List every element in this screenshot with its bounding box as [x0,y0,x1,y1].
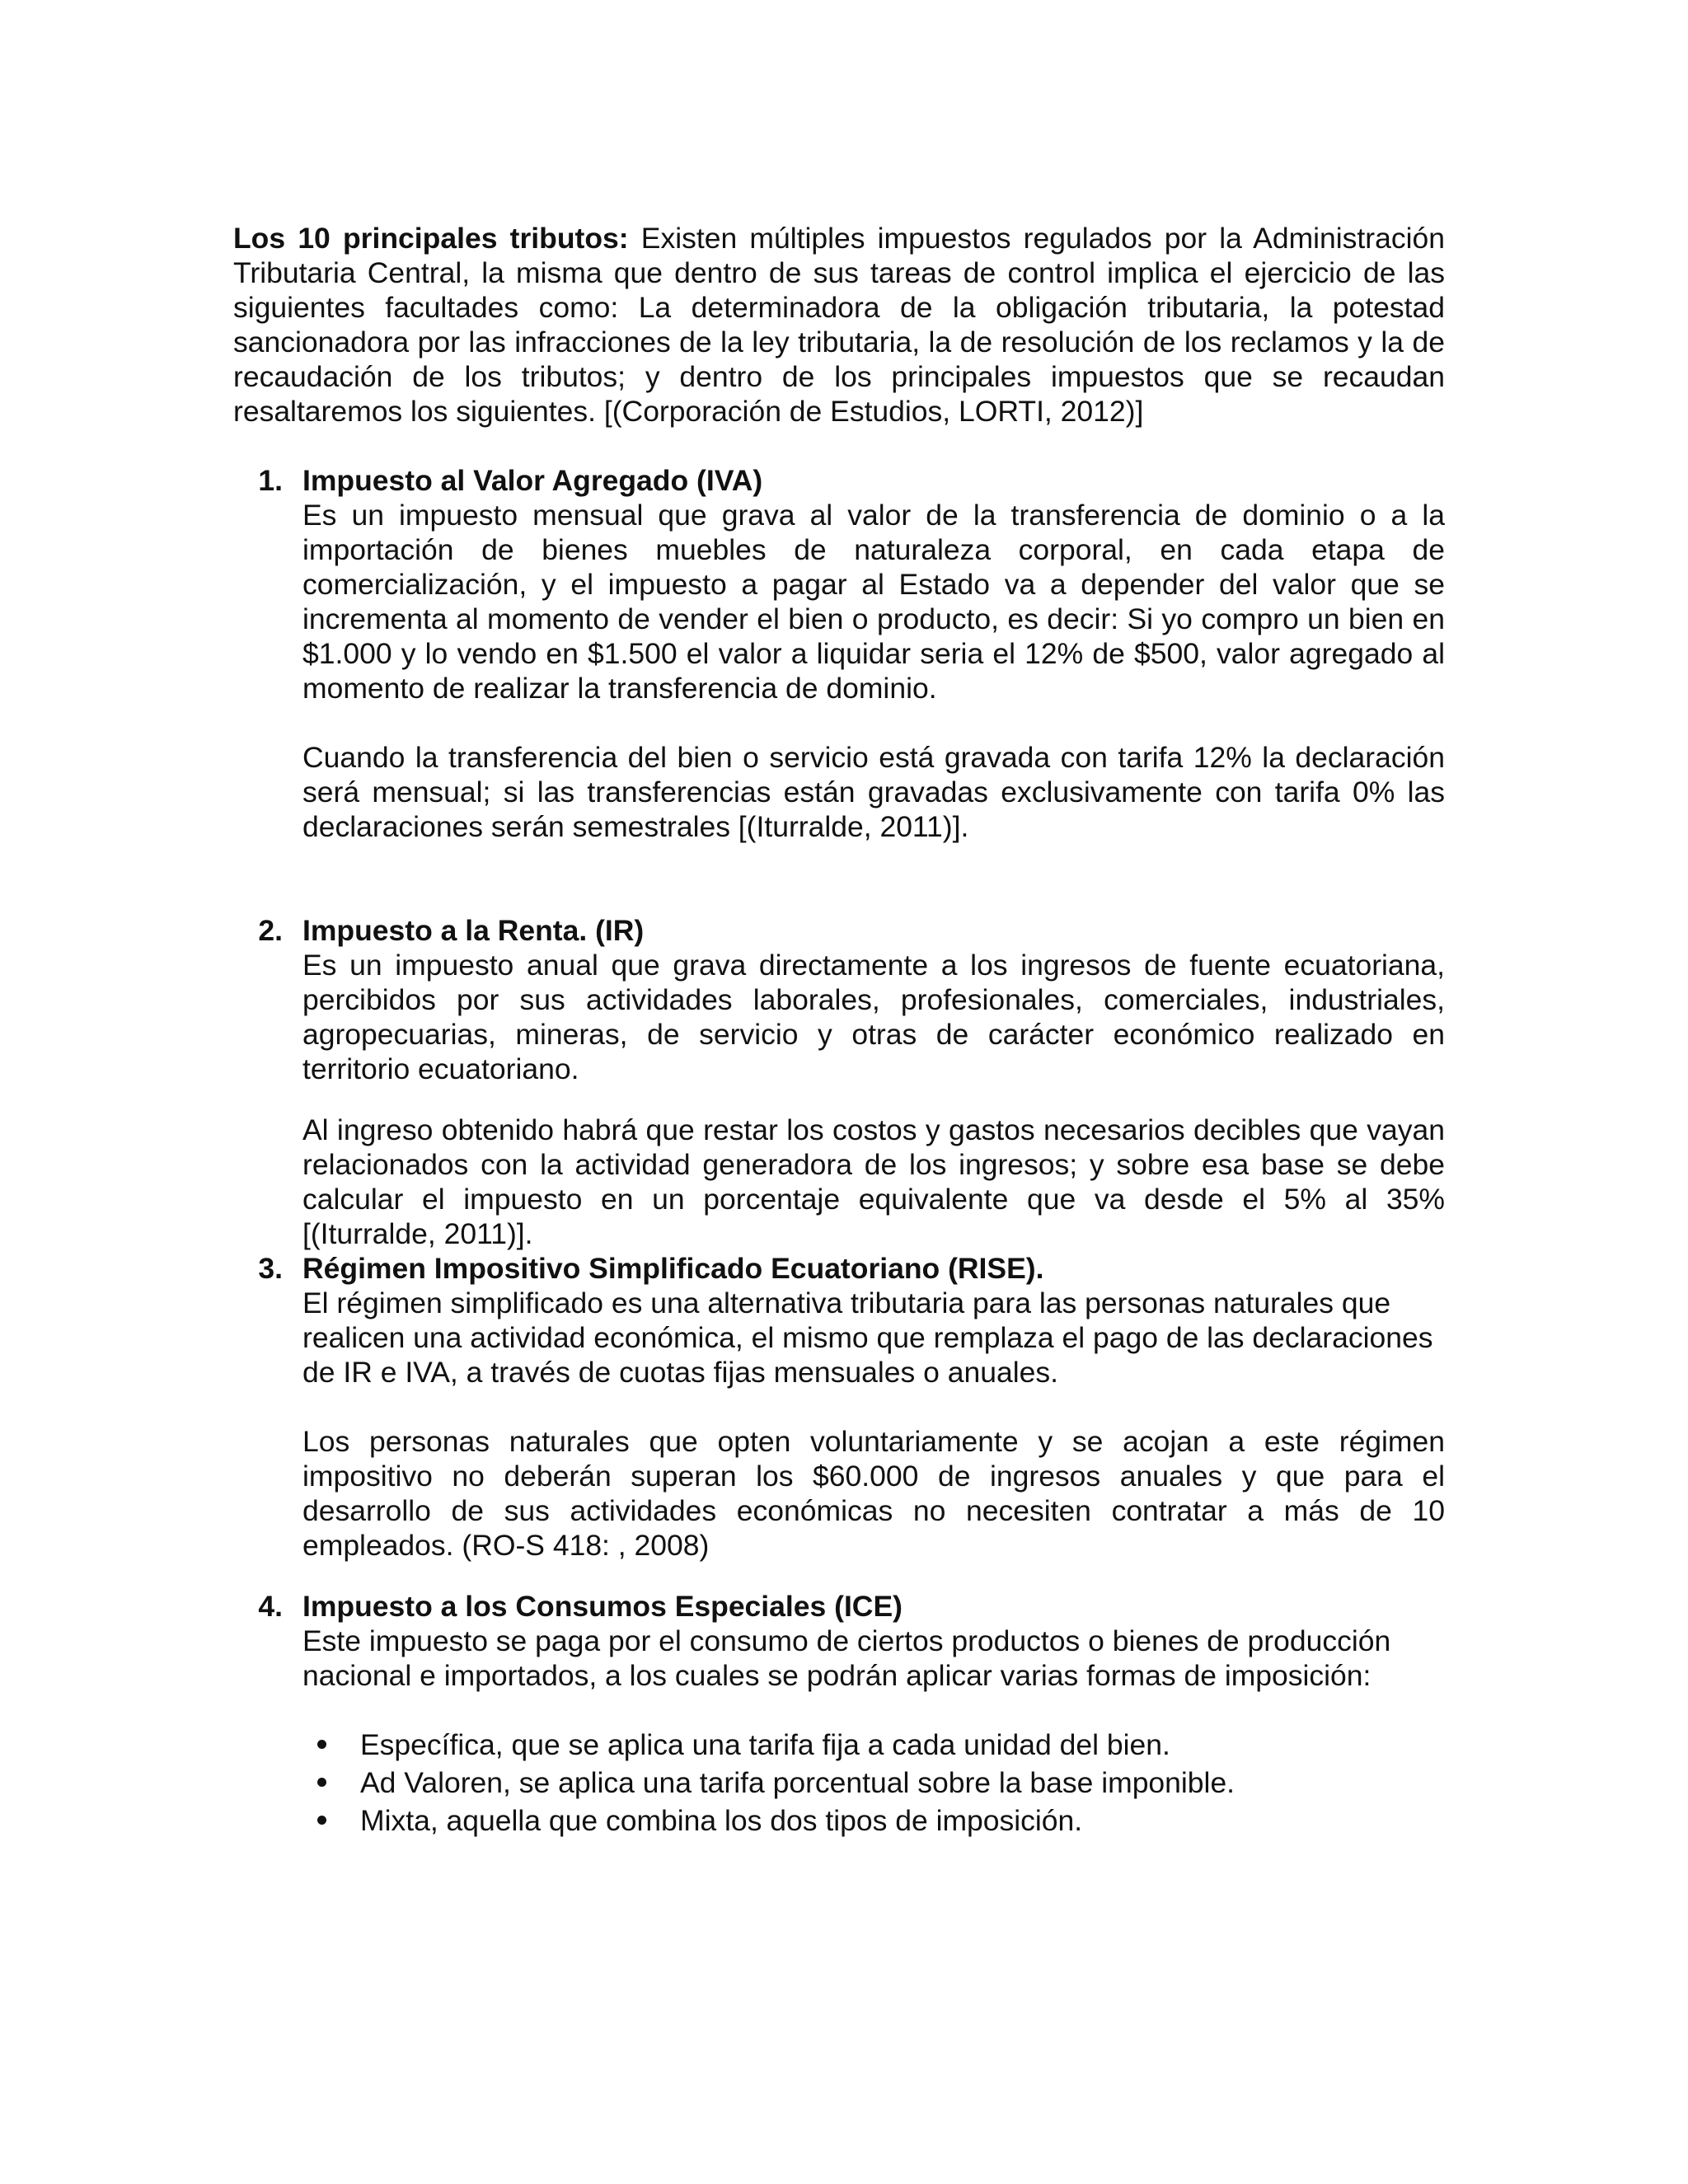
section-paragraph: Es un impuesto mensual que grava al valor de la transferencia de dominio o a la importación de bienes muebles de naturaleza corporal, en cada etapa de comercialización, y el impuesto a pagar al Estado va a depender del valor que se incrementa al momento de vender el bien o producto, es decir: Si yo compro un bien en $1.000 y lo vendo en $1.500 el valor a liquidar seria el 12% de $500, valor agregado al momento de realizar la transferencia de dominio. [302,499,1445,705]
section-number: 3. [258,1252,283,1285]
section-number: 4. [258,1590,283,1623]
section-iva [258,463,1445,844]
section-paragraph: Este impuesto se paga por el consumo de ciertos productos o bienes de producción nacional e importados, a los cuales se podrán aplicar varias formas de imposición: [302,1624,1391,1692]
section-heading [258,913,1445,948]
intro-text: Existen múltiples impuestos regulados por la Administración Tributaria Central, la misma que dentro de sus tareas de control implica el ejercicio de las siguientes facultades como: La determinadora de la obligación tributaria, la potestad sancionadora por las infracciones de la ley tributaria, la de resolución de los reclamos y la de recaudación de los tributos; y dentro de los principales impuestos que se recaudan resaltaremos los siguientes. [(Corporación de Estudios, LORTI, 2012)] [233,222,1445,428]
list-item [302,1726,1445,1764]
section-paragraph: Es un impuesto anual que grava directamente a los ingresos de fuente ecuatoriana, percibidos por sus actividades laborales, profesionales, comerciales, industriales, agropecuarias, mineras, de servicio y otras de carácter económico realizado en territorio ecuatoriano. [302,949,1445,1085]
section-heading [258,463,1445,498]
list-item-text: Ad Valoren, se aplica una tarifa porcentual sobre la base imponible. [360,1766,1236,1799]
section-paragraph: El régimen simplificado es una alternativa tributaria para las personas naturales que realicen una actividad económica, el mismo que remplaza el pago de las declaraciones de IR e IVA, a través de cuotas fijas mensuales o anuales. [302,1286,1433,1389]
list-item [302,1764,1445,1802]
section-rise [258,1251,1445,1563]
list-item [302,1802,1445,1840]
bullet-icon [317,1778,326,1787]
intro-title: Los 10 principales tributos: [233,222,629,255]
bullet-icon [317,1740,326,1749]
section-title: Impuesto a los Consumos Especiales (ICE) [302,1590,903,1623]
bullet-icon [317,1816,326,1825]
section-title: Régimen Impositivo Simplificado Ecuatoriano (RISE). [302,1252,1044,1285]
section-heading [258,1589,1445,1624]
list-item-text: Mixta, aquella que combina los dos tipos de imposición. [360,1804,1083,1837]
list-item-text: Específica, que se aplica una tarifa fija a cada unidad del bien. [360,1728,1170,1761]
section-heading [258,1251,1445,1286]
section-number: 2. [258,914,283,947]
section-title: Impuesto al Valor Agregado (IVA) [302,464,763,497]
section-paragraph: Cuando la transferencia del bien o servicio está gravada con tarifa 12% la declaración será mensual; si las transferencias están gravadas exclusivamente con tarifa 0% las declaraciones serán semestrales [(Iturralde, 2011)]. [302,741,1445,843]
section-paragraph: Al ingreso obtenido habrá que restar los costos y gastos necesarios decibles que vayan relacionados con la actividad generadora de los ingresos; y sobre esa base se debe calcular el impuesto en un porcentaje equivalente que va desde el 5% al 35% [(Iturralde, 2011)]. [302,1113,1445,1250]
section-ice [258,1589,1445,1840]
intro-paragraph [233,221,1445,429]
document-page [233,221,1445,1840]
section-title: Impuesto a la Renta. (IR) [302,914,645,947]
section-number: 1. [258,464,283,497]
section-ir [258,913,1445,1251]
bullet-list [302,1726,1445,1840]
section-paragraph: Los personas naturales que opten voluntariamente y se acojan a este régimen impositivo no deberán superan los $60.000 de ingresos anuales y que para el desarrollo de sus actividades económicas no necesiten contratar a más de 10 empleados. (RO-S 418: , 2008) [302,1425,1445,1562]
